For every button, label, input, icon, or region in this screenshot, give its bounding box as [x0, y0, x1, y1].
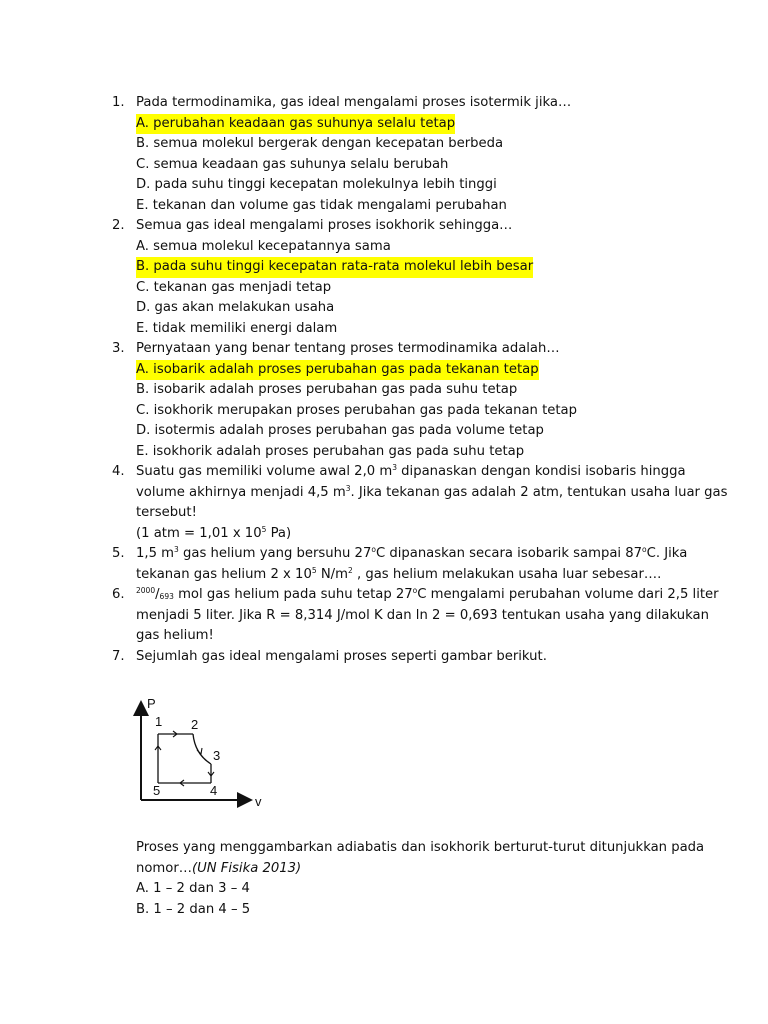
point-label-4: 4	[210, 783, 218, 798]
process-cycle	[158, 734, 211, 783]
question-text: Pada termodinamika, gas ideal mengalami proses isotermik jika…	[136, 95, 572, 110]
option-text: C. tekanan gas menjadi tetap	[136, 279, 332, 295]
option-text: D. isotermis adalah proses perubahan gas pada volume tetap	[136, 423, 544, 438]
correct-answer-highlight: B. pada suhu tinggi kecepatan rata-rata molekul lebih besar	[136, 257, 533, 278]
question-text: Sejumlah gas ideal mengalami proses seperti gambar berikut.	[136, 648, 547, 664]
option-text: D. gas akan melakukan usaha	[136, 300, 335, 315]
option-text: E. tekanan dan volume gas tidak mengalami perubahan	[136, 197, 507, 213]
pv-diagram	[125, 692, 275, 812]
question-text: 1,5 $m^3$ gas helium yang bersuhu 27$^o$C dipanaskan secara isobarik sampai 87$^o$C. Jika	[136, 545, 688, 561]
question-text: $^{2000}/_{693}$ mol gas helium pada suhu tetap 27$^o$C mengalami perubahan volume dari 2,5 liter	[136, 586, 719, 602]
option-text: C. isokhorik merupakan proses perubahan gas pada tekanan tetap	[136, 402, 578, 418]
question-text: Semua gas ideal mengalami proses isokhorik sehingga…	[136, 218, 513, 233]
option-text: A. 1 – 2 dan 3 – 4	[136, 881, 250, 896]
p-axis-label: P	[147, 696, 156, 711]
question-text: Suatu gas memiliki volume awal 2,0 $m^3$ dipanaskan dengan kondisi isobaris hingga	[136, 463, 686, 479]
option-text: C. semua keadaan gas suhunya selalu berubah	[136, 156, 449, 172]
option-text: B. isobarik adalah proses perubahan gas pada suhu tetap	[136, 382, 518, 397]
option-text: E. tidak memiliki energi dalam	[136, 320, 338, 336]
question-number: 4.	[112, 464, 125, 479]
direction-arrows	[155, 731, 214, 786]
question-number: 5.	[112, 546, 125, 561]
option-text: B. semua molekul bergerak dengan kecepatan berbeda	[136, 136, 504, 151]
source-citation: (UN Fisika 2013)	[191, 860, 302, 876]
option-text: E. isokhorik adalah proses perubahan gas pada suhu tetap	[136, 443, 525, 459]
correct-answer-highlight: A. perubahan keadaan gas suhunya selalu tetap	[136, 114, 455, 135]
question-number: 1.	[112, 95, 125, 110]
point-label-2: 2	[191, 717, 199, 732]
v-axis-label: v	[255, 794, 262, 809]
document-page: 1. Pada termodinamika, gas ideal mengalami proses isotermik jika… A. perubahan keadaan gas suhunya selalu tetap B. semua molekul bergerak dengan kecepatan berbeda C. semua keadaan gas suhunya selalu berubah D. pada suhu tinggi kecepatan molekulnya lebih tinggi E. tekanan dan volume gas tidak mengalami perubahan 2. Semua gas ideal mengalami proses isokhorik sehingga… A. semua molekul kecepatannya sama B. pada suhu tinggi kecepatan rata-rata molekul lebih besar C. tekanan gas menjadi tetap D. gas akan melakukan usaha E. tidak memiliki energi dalam 3. Pernyataan yang benar tentang proses termodinamika adalah… A. isobarik adalah proses perubahan gas pada tekanan tetap B. isobarik adalah proses perubahan gas pada suhu tetap C. isokhorik merupakan proses perubahan gas pada tekanan tetap D. isotermis adalah proses perubahan gas pada volume tetap E. isokhorik adalah proses perubahan gas pada suhu tetap 4. Suatu gas memiliki volume awal 2,0 $m^3$ dipanaskan dengan kondisi isobaris hingga volume akhirnya menjadi 4,5 $m^3$. Jika tekanan gas adalah 2 atm, tentukan usaha luar gas tersebut! (1 atm = 1,01 x $10^5$ Pa) 5. 1,5 $m^3$ gas helium yang bersuhu 27$^o$C dipanaskan secara isobarik sampai 87$^o$C. Jika tekanan gas helium 2 x $10^5$ $N/m^2$ , gas helium melakukan usaha luar sebesar…. 6. $^{2000}/_{693}$ mol gas helium pada suhu tetap 27$^o$C mengalami perubahan volume dari 2,5 liter menjadi 5 liter. Jika R = 8,314 J/mol K dan ln 2 = 0,693 tentukan usaha yang dilakukan gas helium! 7. Sejumlah gas ideal mengalami proses seperti gambar berikut. P v 1 2 3 4 5 Proses yang menggambarkan adiabatis dan isokhorik berturut-turut ditunjukkan pada nomor…(UN Fisika 2013) A. 1 – 2 dan 3 – 4 B. 1 – 2 dan 4 – 5	[0, 0, 768, 1024]
question-number: 3.	[112, 341, 125, 356]
option-text: B. 1 – 2 dan 4 – 5	[136, 901, 251, 917]
point-label-1: 1	[155, 714, 163, 729]
correct-answer-highlight: A. isobarik adalah proses perubahan gas pada tekanan tetap	[136, 360, 539, 381]
question-text: Pernyataan yang benar tentang proses termodinamika adalah…	[136, 341, 560, 356]
option-text: A. semua molekul kecepatannya sama	[136, 238, 391, 254]
option-text: D. pada suhu tinggi kecepatan molekulnya lebih tinggi	[136, 177, 497, 192]
point-label-3: 3	[213, 748, 221, 763]
point-label-5: 5	[153, 783, 161, 798]
question-number: 2.	[112, 218, 125, 233]
question-number: 6.	[112, 587, 125, 602]
question-number: 7.	[112, 648, 125, 664]
